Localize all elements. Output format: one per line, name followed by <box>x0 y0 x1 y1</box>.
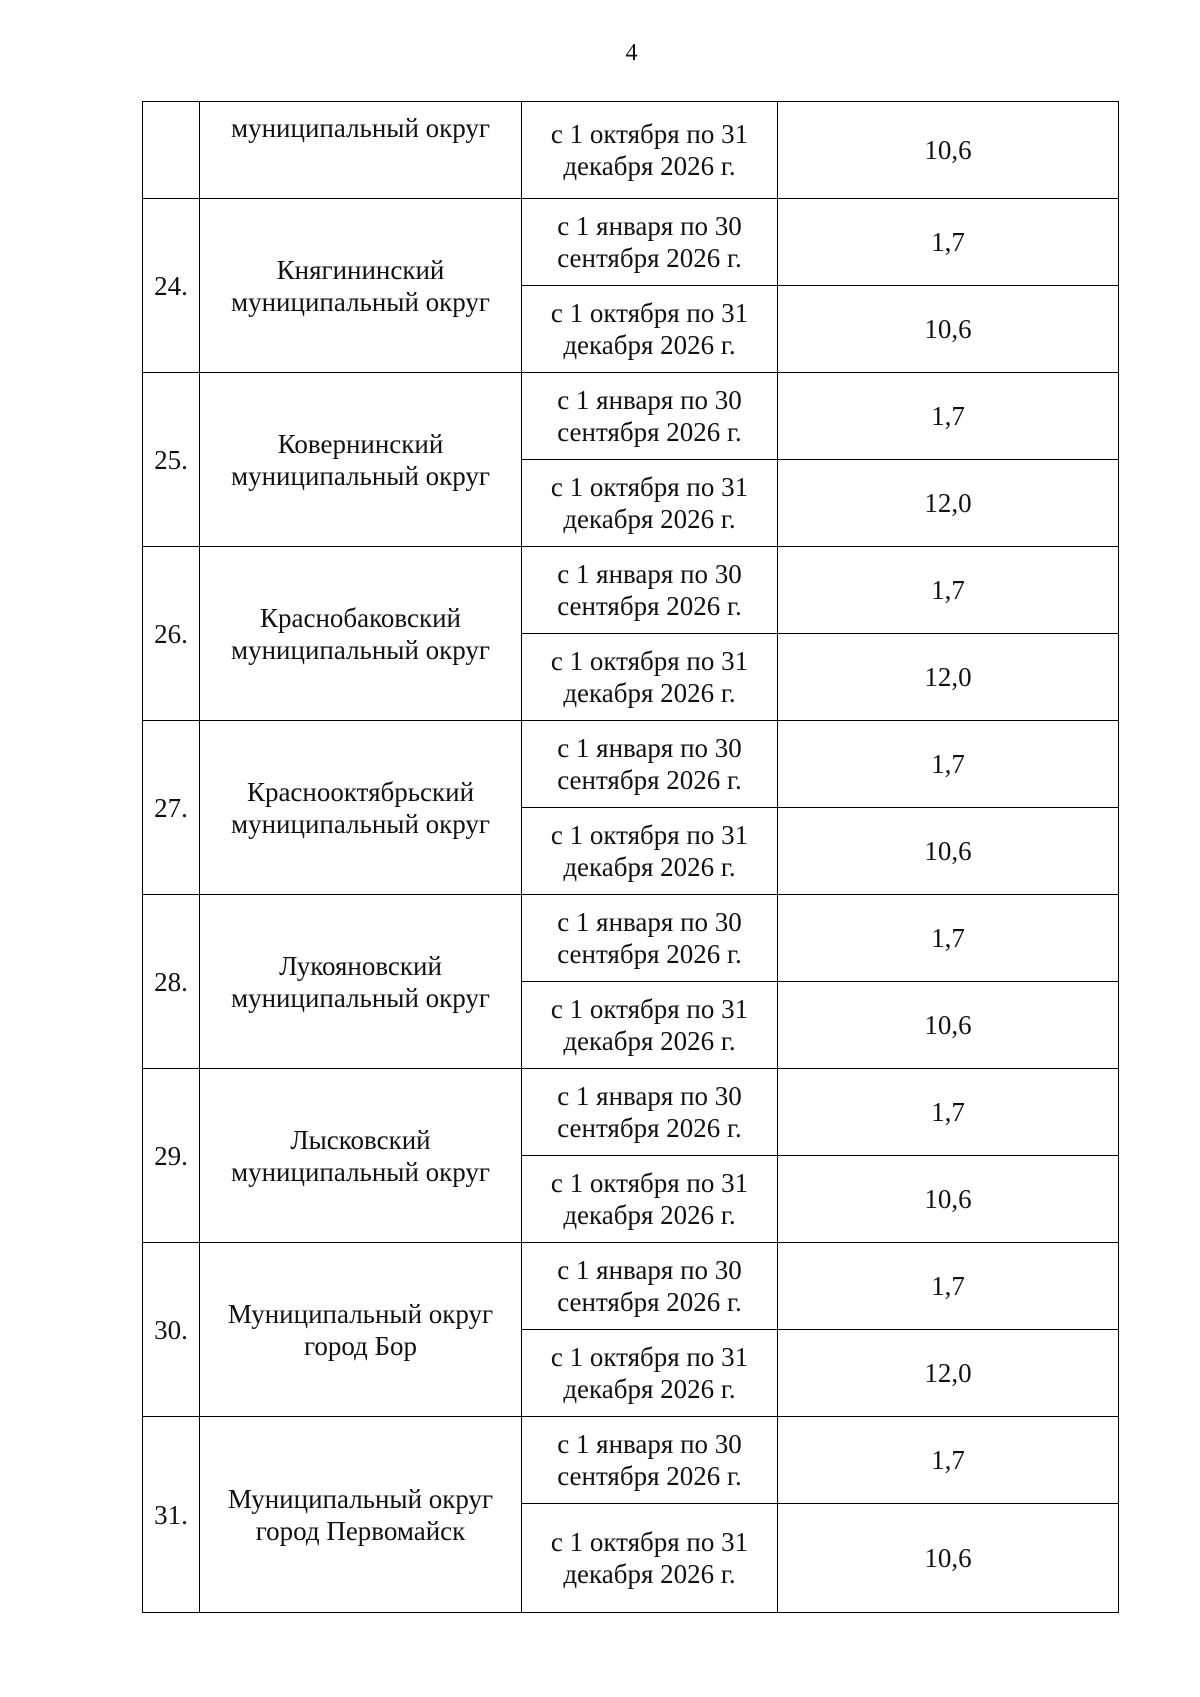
period-cell: с 1 октября по 31 декабря 2026 г. <box>522 286 778 373</box>
period-cell: с 1 октября по 31 декабря 2026 г. <box>522 1156 778 1243</box>
rate-value: 1,7 <box>778 373 1119 460</box>
rate-value: 10,6 <box>778 102 1119 199</box>
district-name: Лысковский муниципальный округ <box>200 1069 522 1243</box>
period-cell: с 1 января по 30 сентября 2026 г. <box>522 1417 778 1504</box>
row-number: 24. <box>143 199 200 373</box>
rate-value: 10,6 <box>778 286 1119 373</box>
period-cell: с 1 октября по 31 декабря 2026 г. <box>522 460 778 547</box>
row-number <box>143 102 200 199</box>
table-row <box>143 1069 1119 1156</box>
table-row <box>143 1243 1119 1330</box>
rates-table <box>142 101 1119 1613</box>
rate-value: 1,7 <box>778 895 1119 982</box>
rate-value: 12,0 <box>778 1330 1119 1417</box>
period-cell: с 1 января по 30 сентября 2026 г. <box>522 199 778 286</box>
rate-value: 1,7 <box>778 547 1119 634</box>
rate-value: 1,7 <box>778 721 1119 808</box>
period-cell: с 1 октября по 31 декабря 2026 г. <box>522 808 778 895</box>
table-row <box>143 895 1119 982</box>
period-cell: с 1 января по 30 сентября 2026 г. <box>522 895 778 982</box>
period-cell: с 1 октября по 31 декабря 2026 г. <box>522 1504 778 1613</box>
rate-value: 12,0 <box>778 634 1119 721</box>
district-name: Княгининский муниципальный округ <box>200 199 522 373</box>
period-cell: с 1 января по 30 сентября 2026 г. <box>522 1069 778 1156</box>
period-cell: с 1 октября по 31 декабря 2026 г. <box>522 982 778 1069</box>
row-number: 25. <box>143 373 200 547</box>
page-number: 4 <box>625 40 638 66</box>
table-row <box>143 721 1119 808</box>
period-cell: с 1 января по 30 сентября 2026 г. <box>522 373 778 460</box>
row-number: 30. <box>143 1243 200 1417</box>
district-name: муниципальный округ <box>200 102 522 199</box>
row-number: 26. <box>143 547 200 721</box>
table-row <box>143 547 1119 634</box>
rate-value: 1,7 <box>778 1417 1119 1504</box>
rate-value: 1,7 <box>778 1069 1119 1156</box>
period-cell: с 1 января по 30 сентября 2026 г. <box>522 547 778 634</box>
row-number: 31. <box>143 1417 200 1613</box>
rate-value: 10,6 <box>778 1504 1119 1613</box>
district-name: Муниципальный округ город Бор <box>200 1243 522 1417</box>
rate-value: 10,6 <box>778 982 1119 1069</box>
rate-value: 1,7 <box>778 1243 1119 1330</box>
row-number: 27. <box>143 721 200 895</box>
row-number: 29. <box>143 1069 200 1243</box>
district-name: Краснобаковский муниципальный округ <box>200 547 522 721</box>
district-name: Муниципальный округ город Первомайск <box>200 1417 522 1613</box>
table-row <box>143 199 1119 286</box>
period-cell: с 1 января по 30 сентября 2026 г. <box>522 1243 778 1330</box>
period-cell: с 1 октября по 31 декабря 2026 г. <box>522 102 778 199</box>
district-name: Лукояновский муниципальный округ <box>200 895 522 1069</box>
period-cell: с 1 октября по 31 декабря 2026 г. <box>522 634 778 721</box>
period-cell: с 1 октября по 31 декабря 2026 г. <box>522 1330 778 1417</box>
period-cell: с 1 января по 30 сентября 2026 г. <box>522 721 778 808</box>
table-row <box>143 102 1119 199</box>
table-row <box>143 373 1119 460</box>
district-name: Ковернинский муниципальный округ <box>200 373 522 547</box>
row-number: 28. <box>143 895 200 1069</box>
table-row <box>143 1417 1119 1504</box>
rate-value: 10,6 <box>778 808 1119 895</box>
rate-value: 10,6 <box>778 1156 1119 1243</box>
district-name: Краснооктябрьский муниципальный округ <box>200 721 522 895</box>
rate-value: 12,0 <box>778 460 1119 547</box>
rate-value: 1,7 <box>778 199 1119 286</box>
